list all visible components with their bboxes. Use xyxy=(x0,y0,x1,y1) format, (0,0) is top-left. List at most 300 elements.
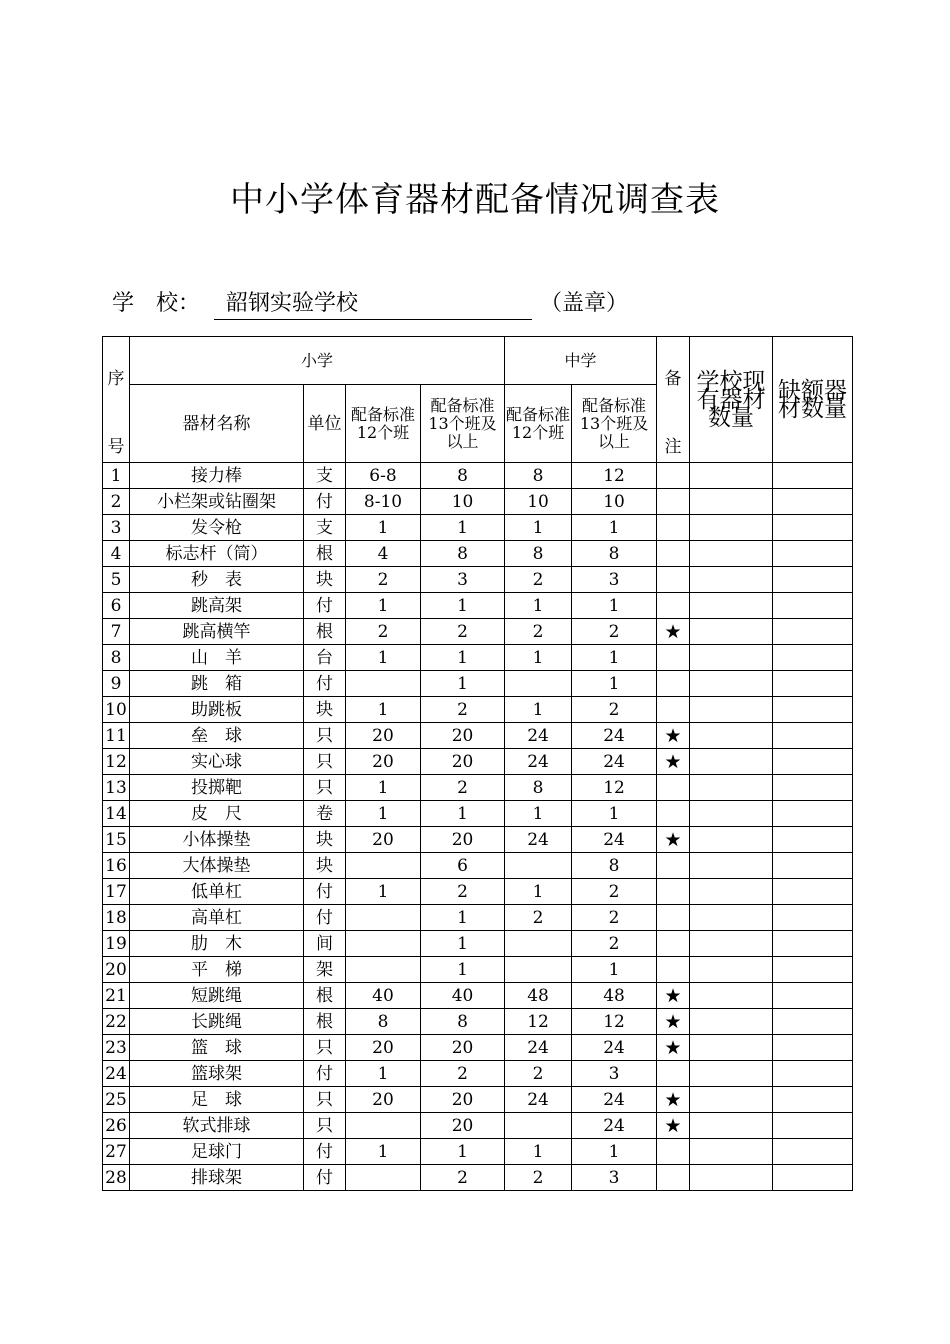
middle-std-12-cell: 1 xyxy=(505,515,572,541)
header-note-top: 备 xyxy=(664,368,682,389)
shortage-count-cell xyxy=(773,1139,853,1165)
table-row xyxy=(103,957,853,983)
unit-cell: 付 xyxy=(304,1165,346,1191)
equipment-name: 接力棒 xyxy=(130,463,304,489)
table-row xyxy=(103,827,853,853)
current-count-cell xyxy=(690,567,773,593)
primary-std-12-cell xyxy=(346,1113,421,1139)
middle-std-13-cell: 3 xyxy=(572,1165,657,1191)
note-star-cell xyxy=(657,1139,690,1165)
note-star-cell xyxy=(657,541,690,567)
middle-std-12-cell: 2 xyxy=(505,619,572,645)
equipment-name: 秒 表 xyxy=(130,567,304,593)
shortage-count-cell xyxy=(773,1165,853,1191)
row-number: 6 xyxy=(103,593,130,619)
primary-std-13-cell: 8 xyxy=(421,1009,505,1035)
header-current-count: 学校现有器材数量 xyxy=(690,337,773,463)
primary-std-12-cell: 8-10 xyxy=(346,489,421,515)
current-count-cell xyxy=(690,515,773,541)
equipment-name: 排球架 xyxy=(130,1165,304,1191)
shortage-count-cell xyxy=(773,489,853,515)
equipment-name: 小体操垫 xyxy=(130,827,304,853)
middle-std-12-cell xyxy=(505,931,572,957)
note-star-cell: ★ xyxy=(657,1113,690,1139)
current-count-cell xyxy=(690,931,773,957)
equipment-name: 跳 箱 xyxy=(130,671,304,697)
shortage-count-cell xyxy=(773,723,853,749)
middle-std-13-cell: 1 xyxy=(572,957,657,983)
shortage-count-cell xyxy=(773,853,853,879)
equipment-name: 大体操垫 xyxy=(130,853,304,879)
unit-cell: 付 xyxy=(304,1061,346,1087)
row-number: 7 xyxy=(103,619,130,645)
row-number: 26 xyxy=(103,1113,130,1139)
note-star-cell xyxy=(657,957,690,983)
middle-std-12-cell: 8 xyxy=(505,541,572,567)
table-row xyxy=(103,489,853,515)
shortage-count-cell xyxy=(773,775,853,801)
row-number: 9 xyxy=(103,671,130,697)
unit-cell: 只 xyxy=(304,1113,346,1139)
header-unit: 单位 xyxy=(304,385,346,463)
shortage-count-cell xyxy=(773,463,853,489)
current-count-cell xyxy=(690,593,773,619)
table-row xyxy=(103,567,853,593)
primary-std-12-cell: 1 xyxy=(346,801,421,827)
school-label: 学 校： xyxy=(112,291,201,316)
table-row xyxy=(103,1035,853,1061)
header-primary: 小学 xyxy=(130,337,505,385)
middle-std-12-cell: 12 xyxy=(505,1009,572,1035)
middle-std-13-cell: 24 xyxy=(572,723,657,749)
primary-std-12-cell: 1 xyxy=(346,593,421,619)
middle-std-12-cell: 2 xyxy=(505,1061,572,1087)
unit-cell: 只 xyxy=(304,775,346,801)
middle-std-12-cell: 24 xyxy=(505,723,572,749)
shortage-count-cell xyxy=(773,1009,853,1035)
middle-std-13-cell: 1 xyxy=(572,671,657,697)
primary-std-13-cell: 20 xyxy=(421,723,505,749)
current-count-cell xyxy=(690,645,773,671)
row-number: 12 xyxy=(103,749,130,775)
school-line xyxy=(112,286,629,317)
unit-cell: 根 xyxy=(304,541,346,567)
unit-cell: 付 xyxy=(304,489,346,515)
current-count-cell xyxy=(690,489,773,515)
shortage-count-cell xyxy=(773,671,853,697)
middle-std-12-cell: 1 xyxy=(505,697,572,723)
primary-std-13-cell: 40 xyxy=(421,983,505,1009)
row-number: 2 xyxy=(103,489,130,515)
primary-std-13-cell: 20 xyxy=(421,827,505,853)
middle-std-13-cell: 12 xyxy=(572,1009,657,1035)
equipment-name: 短跳绳 xyxy=(130,983,304,1009)
header-note-bottom: 注 xyxy=(664,436,682,457)
unit-cell: 只 xyxy=(304,1087,346,1113)
table-row xyxy=(103,541,853,567)
primary-std-12-cell xyxy=(346,853,421,879)
table-row xyxy=(103,619,853,645)
primary-std-12-cell: 20 xyxy=(346,1087,421,1113)
equipment-name: 篮 球 xyxy=(130,1035,304,1061)
equipment-name: 跳高架 xyxy=(130,593,304,619)
middle-std-13-cell: 8 xyxy=(572,853,657,879)
current-count-cell xyxy=(690,905,773,931)
middle-std-13-cell: 2 xyxy=(572,697,657,723)
primary-std-13-cell: 2 xyxy=(421,619,505,645)
primary-std-13-cell: 8 xyxy=(421,541,505,567)
note-star-cell xyxy=(657,1061,690,1087)
table-row xyxy=(103,983,853,1009)
note-star-cell xyxy=(657,775,690,801)
primary-std-13-cell: 1 xyxy=(421,801,505,827)
middle-std-13-cell: 1 xyxy=(572,593,657,619)
note-star-cell xyxy=(657,879,690,905)
unit-cell: 间 xyxy=(304,931,346,957)
current-count-cell xyxy=(690,801,773,827)
row-number: 23 xyxy=(103,1035,130,1061)
middle-std-13-cell: 12 xyxy=(572,463,657,489)
row-number: 15 xyxy=(103,827,130,853)
row-number: 14 xyxy=(103,801,130,827)
current-count-cell xyxy=(690,1139,773,1165)
table-row xyxy=(103,749,853,775)
header-middle-std-13: 配备标准13个班及以上 xyxy=(572,385,657,463)
middle-std-12-cell xyxy=(505,957,572,983)
note-star-cell xyxy=(657,671,690,697)
current-count-cell xyxy=(690,541,773,567)
table-row xyxy=(103,645,853,671)
middle-std-13-cell: 8 xyxy=(572,541,657,567)
middle-std-13-cell: 48 xyxy=(572,983,657,1009)
middle-std-13-cell: 2 xyxy=(572,619,657,645)
note-star-cell: ★ xyxy=(657,1009,690,1035)
shortage-count-cell xyxy=(773,567,853,593)
current-count-cell xyxy=(690,619,773,645)
middle-std-13-cell: 2 xyxy=(572,879,657,905)
note-star-cell: ★ xyxy=(657,827,690,853)
equipment-name: 足 球 xyxy=(130,1087,304,1113)
shortage-count-cell xyxy=(773,541,853,567)
note-star-cell: ★ xyxy=(657,749,690,775)
middle-std-12-cell: 8 xyxy=(505,775,572,801)
row-number: 8 xyxy=(103,645,130,671)
current-count-cell xyxy=(690,1165,773,1191)
unit-cell: 支 xyxy=(304,463,346,489)
primary-std-12-cell: 6-8 xyxy=(346,463,421,489)
middle-std-13-cell: 24 xyxy=(572,1087,657,1113)
primary-std-13-cell: 20 xyxy=(421,1035,505,1061)
middle-std-13-cell: 1 xyxy=(572,515,657,541)
primary-std-13-cell: 2 xyxy=(421,775,505,801)
equipment-name: 垒 球 xyxy=(130,723,304,749)
page-title: 中小学体育器材配备情况调查表 xyxy=(230,180,720,220)
primary-std-13-cell: 2 xyxy=(421,879,505,905)
row-number: 5 xyxy=(103,567,130,593)
unit-cell: 卷 xyxy=(304,801,346,827)
shortage-count-cell xyxy=(773,905,853,931)
table-row xyxy=(103,515,853,541)
row-number: 20 xyxy=(103,957,130,983)
primary-std-12-cell: 8 xyxy=(346,1009,421,1035)
table-row xyxy=(103,1139,853,1165)
unit-cell: 根 xyxy=(304,983,346,1009)
equipment-name: 实心球 xyxy=(130,749,304,775)
current-count-cell xyxy=(690,983,773,1009)
row-number: 27 xyxy=(103,1139,130,1165)
equipment-name: 长跳绳 xyxy=(130,1009,304,1035)
header-middle-std-12: 配备标准12个班 xyxy=(505,385,572,463)
primary-std-13-cell: 1 xyxy=(421,515,505,541)
table-row xyxy=(103,931,853,957)
primary-std-13-cell: 1 xyxy=(421,1139,505,1165)
middle-std-12-cell: 1 xyxy=(505,879,572,905)
unit-cell: 付 xyxy=(304,1139,346,1165)
primary-std-12-cell: 20 xyxy=(346,723,421,749)
current-count-cell xyxy=(690,1061,773,1087)
middle-std-13-cell: 1 xyxy=(572,1139,657,1165)
primary-std-12-cell: 1 xyxy=(346,645,421,671)
current-count-cell xyxy=(690,775,773,801)
primary-std-13-cell: 8 xyxy=(421,463,505,489)
primary-std-12-cell: 20 xyxy=(346,749,421,775)
primary-std-12-cell xyxy=(346,671,421,697)
primary-std-13-cell: 20 xyxy=(421,749,505,775)
current-count-cell xyxy=(690,957,773,983)
table-row xyxy=(103,1009,853,1035)
school-name-field: 韶钢实验学校 xyxy=(214,286,532,320)
primary-std-12-cell: 40 xyxy=(346,983,421,1009)
table-row xyxy=(103,879,853,905)
middle-std-12-cell: 2 xyxy=(505,1165,572,1191)
row-number: 21 xyxy=(103,983,130,1009)
equipment-name: 平 梯 xyxy=(130,957,304,983)
shortage-count-cell xyxy=(773,593,853,619)
current-count-cell xyxy=(690,723,773,749)
note-star-cell xyxy=(657,593,690,619)
table-row xyxy=(103,905,853,931)
unit-cell: 块 xyxy=(304,853,346,879)
header-middle: 中学 xyxy=(505,337,657,385)
equipment-name: 软式排球 xyxy=(130,1113,304,1139)
row-number: 18 xyxy=(103,905,130,931)
middle-std-13-cell: 2 xyxy=(572,905,657,931)
unit-cell: 只 xyxy=(304,723,346,749)
row-number: 13 xyxy=(103,775,130,801)
primary-std-13-cell: 20 xyxy=(421,1087,505,1113)
header-seq-bottom: 号 xyxy=(107,436,125,457)
note-star-cell xyxy=(657,1165,690,1191)
shortage-count-cell xyxy=(773,879,853,905)
unit-cell: 架 xyxy=(304,957,346,983)
middle-std-13-cell: 1 xyxy=(572,645,657,671)
shortage-count-cell xyxy=(773,645,853,671)
table-row xyxy=(103,1087,853,1113)
middle-std-13-cell: 3 xyxy=(572,1061,657,1087)
current-count-cell xyxy=(690,749,773,775)
shortage-count-cell xyxy=(773,697,853,723)
table-row xyxy=(103,593,853,619)
current-count-cell xyxy=(690,827,773,853)
table-row xyxy=(103,775,853,801)
shortage-count-cell xyxy=(773,1087,853,1113)
note-star-cell: ★ xyxy=(657,1087,690,1113)
unit-cell: 付 xyxy=(304,905,346,931)
row-number: 24 xyxy=(103,1061,130,1087)
table-row xyxy=(103,1113,853,1139)
row-number: 4 xyxy=(103,541,130,567)
equipment-name: 篮球架 xyxy=(130,1061,304,1087)
primary-std-12-cell xyxy=(346,1165,421,1191)
primary-std-12-cell: 20 xyxy=(346,1035,421,1061)
row-number: 25 xyxy=(103,1087,130,1113)
unit-cell: 根 xyxy=(304,1009,346,1035)
row-number: 1 xyxy=(103,463,130,489)
shortage-count-cell xyxy=(773,619,853,645)
middle-std-12-cell: 24 xyxy=(505,827,572,853)
table-row xyxy=(103,463,853,489)
row-number: 17 xyxy=(103,879,130,905)
unit-cell: 块 xyxy=(304,827,346,853)
note-star-cell xyxy=(657,801,690,827)
stamp-note: （盖章） xyxy=(540,291,629,316)
middle-std-12-cell: 10 xyxy=(505,489,572,515)
middle-std-12-cell: 24 xyxy=(505,749,572,775)
table-row xyxy=(103,801,853,827)
primary-std-12-cell: 20 xyxy=(346,827,421,853)
header-primary-std-13: 配备标准13个班及以上 xyxy=(421,385,505,463)
shortage-count-cell xyxy=(773,1113,853,1139)
shortage-count-cell xyxy=(773,1035,853,1061)
unit-cell: 块 xyxy=(304,567,346,593)
primary-std-13-cell: 1 xyxy=(421,957,505,983)
unit-cell: 支 xyxy=(304,515,346,541)
middle-std-13-cell: 24 xyxy=(572,1113,657,1139)
table-row xyxy=(103,697,853,723)
unit-cell: 付 xyxy=(304,879,346,905)
middle-std-13-cell: 2 xyxy=(572,931,657,957)
unit-cell: 付 xyxy=(304,671,346,697)
current-count-cell xyxy=(690,1035,773,1061)
middle-std-12-cell xyxy=(505,1113,572,1139)
note-star-cell: ★ xyxy=(657,1035,690,1061)
header-seq xyxy=(103,337,130,463)
middle-std-12-cell: 2 xyxy=(505,905,572,931)
note-star-cell: ★ xyxy=(657,983,690,1009)
middle-std-13-cell: 24 xyxy=(572,749,657,775)
equipment-name: 发令枪 xyxy=(130,515,304,541)
row-number: 28 xyxy=(103,1165,130,1191)
row-number: 11 xyxy=(103,723,130,749)
equipment-name: 肋 木 xyxy=(130,931,304,957)
shortage-count-cell xyxy=(773,801,853,827)
row-number: 22 xyxy=(103,1009,130,1035)
primary-std-13-cell: 6 xyxy=(421,853,505,879)
primary-std-13-cell: 20 xyxy=(421,1113,505,1139)
primary-std-13-cell: 10 xyxy=(421,489,505,515)
table-row xyxy=(103,723,853,749)
unit-cell: 台 xyxy=(304,645,346,671)
shortage-count-cell xyxy=(773,1061,853,1087)
middle-std-12-cell xyxy=(505,671,572,697)
middle-std-12-cell: 2 xyxy=(505,567,572,593)
primary-std-12-cell xyxy=(346,905,421,931)
primary-std-12-cell: 2 xyxy=(346,567,421,593)
note-star-cell xyxy=(657,853,690,879)
equipment-name: 足球门 xyxy=(130,1139,304,1165)
current-count-cell xyxy=(690,853,773,879)
note-star-cell xyxy=(657,905,690,931)
shortage-count-cell xyxy=(773,749,853,775)
header-primary-std-12: 配备标准12个班 xyxy=(346,385,421,463)
equipment-name: 山 羊 xyxy=(130,645,304,671)
middle-std-12-cell: 8 xyxy=(505,463,572,489)
primary-std-13-cell: 1 xyxy=(421,905,505,931)
equipment-name: 小栏架或钻圈架 xyxy=(130,489,304,515)
shortage-count-cell xyxy=(773,983,853,1009)
primary-std-13-cell: 2 xyxy=(421,1061,505,1087)
unit-cell: 只 xyxy=(304,749,346,775)
primary-std-12-cell xyxy=(346,957,421,983)
current-count-cell xyxy=(690,463,773,489)
table-row xyxy=(103,671,853,697)
table-row xyxy=(103,1165,853,1191)
primary-std-12-cell: 1 xyxy=(346,515,421,541)
middle-std-12-cell: 1 xyxy=(505,801,572,827)
header-name: 器材名称 xyxy=(130,385,304,463)
unit-cell: 根 xyxy=(304,619,346,645)
primary-std-13-cell: 1 xyxy=(421,593,505,619)
primary-std-13-cell: 3 xyxy=(421,567,505,593)
middle-std-12-cell xyxy=(505,853,572,879)
current-count-cell xyxy=(690,1009,773,1035)
note-star-cell xyxy=(657,489,690,515)
middle-std-12-cell: 24 xyxy=(505,1035,572,1061)
middle-std-12-cell: 24 xyxy=(505,1087,572,1113)
primary-std-12-cell: 2 xyxy=(346,619,421,645)
current-count-cell xyxy=(690,697,773,723)
current-count-cell xyxy=(690,1113,773,1139)
note-star-cell xyxy=(657,645,690,671)
primary-std-12-cell: 1 xyxy=(346,775,421,801)
middle-std-13-cell: 10 xyxy=(572,489,657,515)
primary-std-12-cell: 1 xyxy=(346,1061,421,1087)
row-number: 3 xyxy=(103,515,130,541)
primary-std-12-cell: 4 xyxy=(346,541,421,567)
unit-cell: 块 xyxy=(304,697,346,723)
equipment-name: 高单杠 xyxy=(130,905,304,931)
current-count-cell xyxy=(690,671,773,697)
note-star-cell xyxy=(657,931,690,957)
header-seq-top: 序 xyxy=(107,368,125,389)
middle-std-13-cell: 24 xyxy=(572,827,657,853)
middle-std-13-cell: 1 xyxy=(572,801,657,827)
current-count-cell xyxy=(690,879,773,905)
primary-std-12-cell: 1 xyxy=(346,1139,421,1165)
header-note xyxy=(657,337,690,463)
primary-std-13-cell: 1 xyxy=(421,671,505,697)
note-star-cell xyxy=(657,697,690,723)
primary-std-13-cell: 1 xyxy=(421,931,505,957)
note-star-cell xyxy=(657,463,690,489)
unit-cell: 付 xyxy=(304,593,346,619)
equipment-name: 皮 尺 xyxy=(130,801,304,827)
unit-cell: 只 xyxy=(304,1035,346,1061)
middle-std-13-cell: 3 xyxy=(572,567,657,593)
equipment-name: 投掷靶 xyxy=(130,775,304,801)
row-number: 16 xyxy=(103,853,130,879)
shortage-count-cell xyxy=(773,957,853,983)
